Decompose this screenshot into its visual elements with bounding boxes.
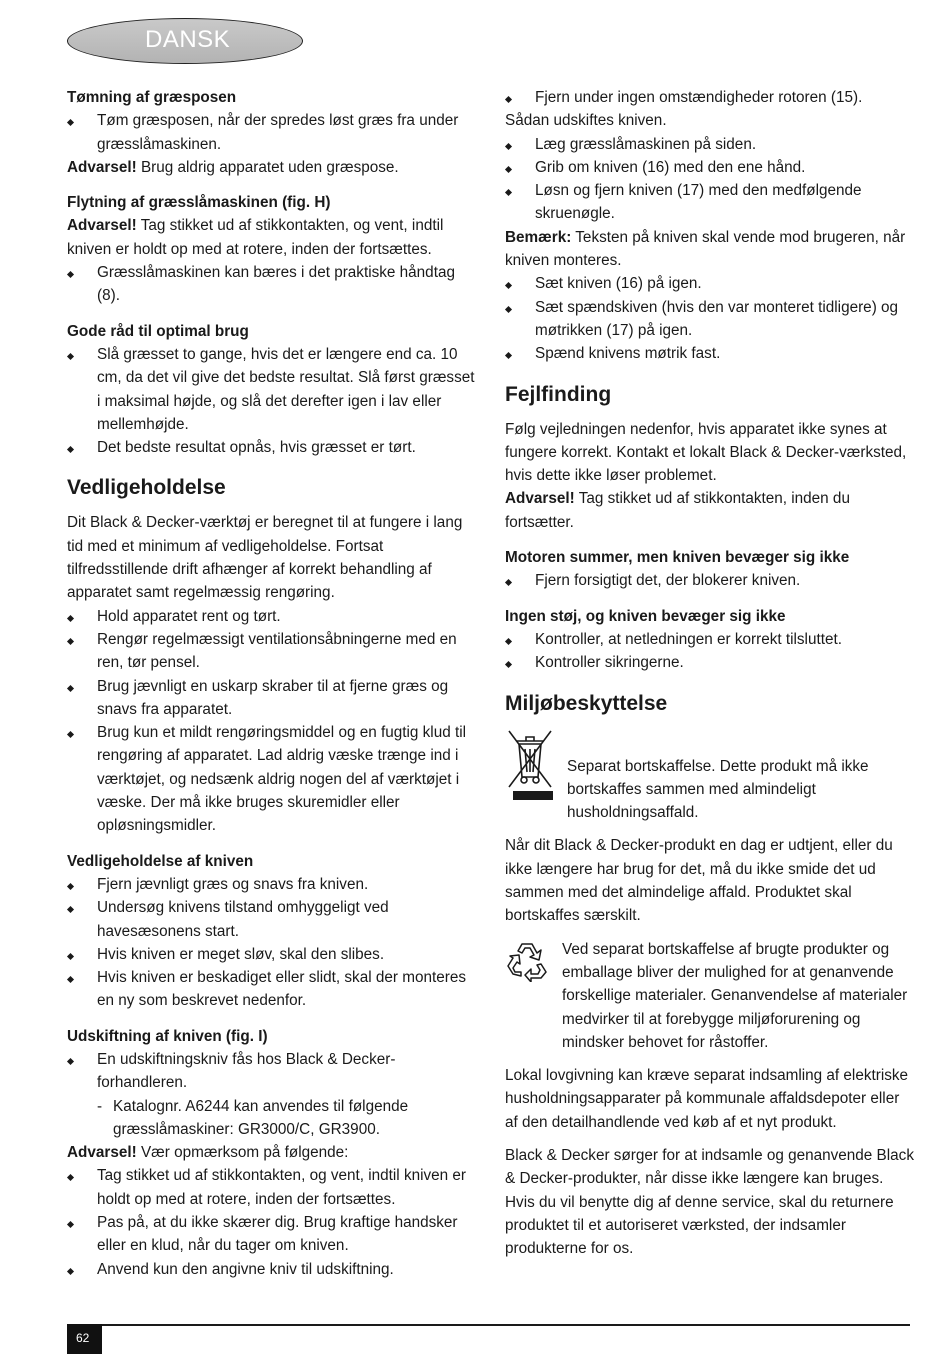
list-item: Fjern jævnligt græs og snavs fra kniven. (67, 873, 477, 896)
note-text: Teksten på kniven skal vende mod brugeren, når kniven monteres. (505, 228, 906, 270)
page-number: 62 (76, 1331, 90, 1345)
list-item: Tøm græsposen, når der spredes løst græs fra under græsslåmaskinen. (67, 109, 477, 156)
heading-environment: Miljøbeskyttelse (505, 691, 668, 715)
list-item: Brug jævnligt en uskarp skraber til at fjerne græs og snavs fra apparatet. (67, 675, 477, 722)
list-item: Løsn og fjern kniven (17) med den medfølgende skruenøgle. (505, 179, 915, 226)
list-item: Kontroller, at netledningen er korrekt tilsluttet. (505, 628, 915, 651)
list-item: En udskiftningskniv fås hos Black & Decker-forhandleren. (67, 1048, 477, 1095)
section-title-emptying: Tømning af græsposen (67, 89, 237, 106)
environment-paragraph: Black & Decker sørger for at indsamle og genanvende Black & Decker-produkter, når disse ikke længere kan bruges. Hvis du vil benytte dig af denne service, skal du returnere produktet til et autoriseret værksted, der indsamler produkterne for os. (505, 1146, 914, 1258)
list-item: Læg græsslåmaskinen på siden. (505, 133, 915, 156)
environment-paragraph: Lokal lovgivning kan kræve separat indsamling af elektriske husholdningsapparater på kommunale affaldsdepoter eller af den detailhandlende ved køb af et nyt produkt. (505, 1067, 909, 1131)
bullet-list (67, 1164, 477, 1280)
warning-label: Advarsel! (67, 1144, 137, 1162)
list-item: Græsslåmaskinen kan bæres i det praktiske håndtag (8). (67, 261, 477, 308)
bullet-list (505, 272, 915, 365)
right-column (505, 86, 915, 1260)
list-item: Rengør regelmæssigt ventilationsåbningerne med en ren, tør pensel. (67, 628, 477, 675)
list-item: Hold apparatet rent og tørt. (67, 605, 477, 628)
bullet-list (67, 343, 477, 459)
list-item: Pas på, at du ikke skærer dig. Brug kraftige handsker eller en klud, når du tager om kniven. (67, 1211, 477, 1258)
list-item: Sæt kniven (16) på igen. (505, 272, 915, 295)
note-label: Bemærk: (505, 228, 572, 246)
list-item: Kontroller sikringerne. (505, 651, 915, 674)
warning-label: Advarsel! (67, 217, 137, 235)
list-item: Spænd knivens møtrik fast. (505, 342, 915, 365)
list-item: Hvis kniven er beskadiget eller slidt, skal der monteres en ny som beskrevet nedenfor. (67, 966, 477, 1013)
bullet-list (67, 1048, 477, 1095)
list-item: Anvend kun den angivne kniv til udskiftning. (67, 1258, 477, 1281)
bullet-list (505, 133, 915, 226)
list-item: Sæt spændskiven (hvis den var monteret tidligere) og møtrikken (17) på igen. (505, 296, 915, 343)
warning-paragraph (67, 156, 477, 179)
section-title-motor-hums: Motoren summer, men kniven bevæger sig ikke (505, 549, 850, 567)
body-text: Sådan udskiftes kniven. (505, 112, 667, 130)
recycle-icon (505, 938, 549, 982)
list-item: Fjern under ingen omstændigheder rotoren (15). (505, 86, 915, 109)
list-item: Grib om kniven (16) med den ene hånd. (505, 156, 915, 179)
warning-text: Tag stikket ud af stikkontakten, inden du fortsætter. (505, 490, 850, 531)
page-number-box (67, 1324, 102, 1354)
list-item: Hvis kniven er meget sløv, skal den slibes. (67, 943, 477, 966)
bullet-list (67, 109, 477, 156)
bullet-list (505, 569, 915, 592)
heading-maintenance: Vedligeholdelse (67, 476, 226, 500)
warning-text: Tag stikket ud af stikkontakten, og vent, indtil kniven er holdt op med at rotere, inden der fortsættes. (67, 217, 444, 258)
warning-text: Vær opmærksom på følgende: (136, 1144, 349, 1162)
bullet-list (67, 873, 477, 1013)
note-paragraph (505, 226, 915, 273)
language-label: DANSK (145, 26, 231, 53)
warning-label: Advarsel! (505, 490, 575, 508)
recycling-text: Ved separat bortskaffelse af brugte produkter og emballage bliver der mulighed for at genanvende forskellige materialer. Genanvendelse af materialer medvirker til at forebygge miljøforurening og mindsker behovet for råstoffer. (562, 940, 908, 1051)
section-title-no-noise: Ingen støj, og kniven bevæger sig ikke (505, 607, 786, 625)
warning-paragraph (67, 214, 477, 261)
list-item: Fjern forsigtigt det, der blokerer kniven. (505, 569, 915, 592)
warning-paragraph (505, 487, 915, 534)
section-title-blade-maintenance: Vedligeholdelse af kniven (67, 852, 254, 870)
weee-text: Separat bortskaffelse. Dette produkt må ikke bortskaffes sammen med almindeligt husholdningsaffald. (567, 757, 869, 822)
warning-paragraph (67, 1141, 477, 1164)
troubleshooting-intro: Følg vejledningen nedenfor, hvis apparatet ikke synes at fungere korrekt. Kontakt et lokalt Black & Decker-værksted, hvis dette ikke løser problemet. (505, 420, 907, 485)
footer-rule (67, 1324, 910, 1326)
left-column (67, 86, 477, 1281)
list-item: Tag stikket ud af stikkontakten, og vent, indtil kniven er holdt op med at rotere, inden der fortsættes. (67, 1164, 477, 1211)
bullet-list (505, 86, 915, 109)
heading-troubleshooting: Fejlfinding (505, 382, 612, 406)
bullet-list (67, 605, 477, 838)
list-item: Undersøg knivens tilstand omhyggeligt ved havesæsonens start. (67, 896, 477, 943)
recycling-notice (505, 938, 915, 1054)
list-item: Slå græsset to gange, hvis det er længere end ca. 10 cm, da det vil give det bedste resultat. Slå først græsset i maksimal højde, og slå det derefter igen i lav eller mellemhøjde. (67, 343, 477, 436)
weee-notice (505, 727, 915, 825)
warning-label: Advarsel! (67, 158, 137, 176)
dash-item-catalog: - Katalognr. A6244 kan anvendes til følgende græsslåmaskiner: GR3000/C, GR3900. (67, 1095, 477, 1142)
maintenance-intro: Dit Black & Decker-værktøj er beregnet til at fungere i lang tid med et minimum af vedligeholdelse. Fortsat tilfredsstillende drift afhænger af korrekt behandling af apparatet samt regelmæssig rengøring. (67, 514, 463, 602)
bullet-list (505, 628, 915, 675)
section-title-blade-replacement: Udskiftning af kniven (fig. I) (67, 1027, 268, 1045)
language-tab (67, 18, 303, 64)
crossed-bin-icon (505, 727, 555, 803)
section-title-moving: Flytning af græsslåmaskinen (fig. H) (67, 194, 331, 212)
bullet-list (67, 261, 477, 308)
warning-text: Brug aldrig apparatet uden græspose. (136, 158, 399, 176)
list-item: Det bedste resultat opnås, hvis græsset er tørt. (67, 436, 477, 459)
section-title-tips: Gode råd til optimal brug (67, 322, 249, 340)
list-item: Brug kun et mildt rengøringsmiddel og en fugtig klud til rengøring af apparatet. Lad aldrig væske trænge ind i værktøjet, og nedsænk aldrig nogen del af værktøjet i væske. Der må ikke bruges skuremidler eller opløsningsmidler. (67, 721, 477, 837)
environment-paragraph: Når dit Black & Decker-produkt en dag er udtjent, eller du ikke længere har brug for det, må du ikke smide det ud sammen med det almindelige affald. Produktet skal bortskaffes særskilt. (505, 837, 893, 925)
